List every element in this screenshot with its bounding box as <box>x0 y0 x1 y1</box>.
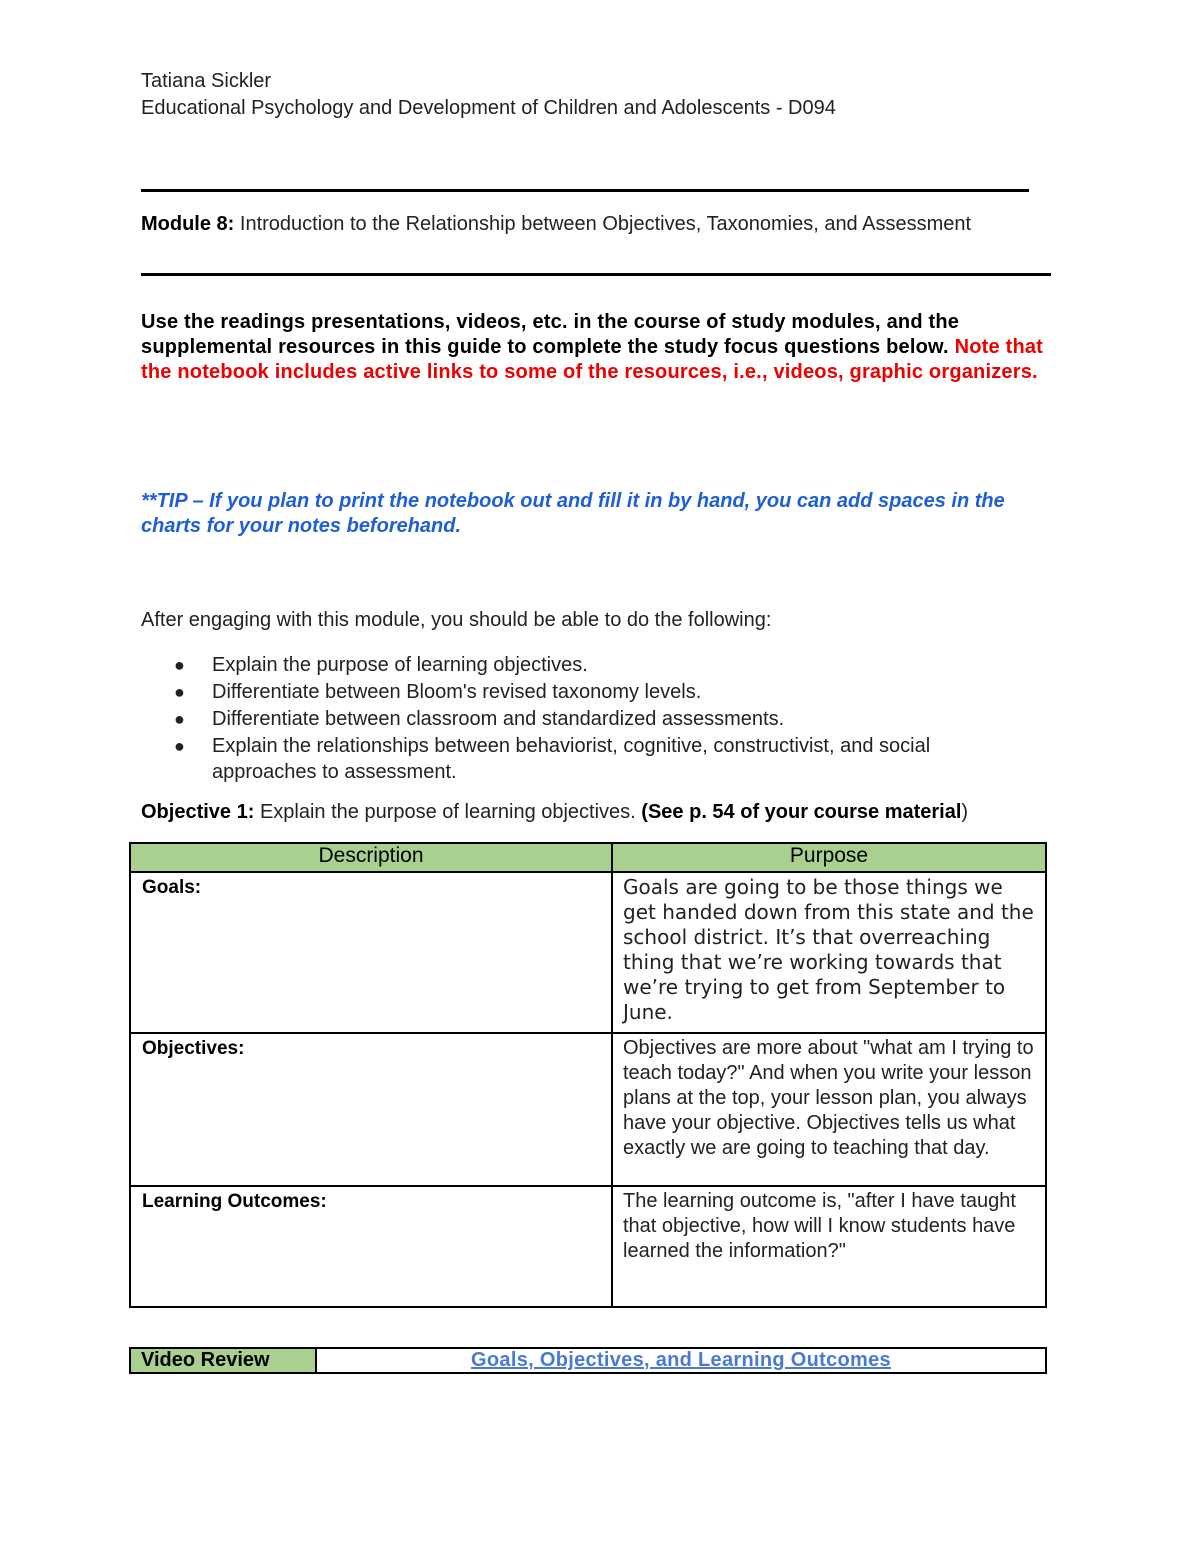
objective-1-heading <box>141 801 968 824</box>
video-link[interactable]: Goals, Objectives, and Learning Outcomes <box>471 1349 891 1371</box>
divider-bottom <box>141 273 1051 276</box>
video-review-label: Video Review <box>130 1348 316 1373</box>
module-title: Introduction to the Relationship between Objectives, Taxonomies, and Assessment <box>234 213 972 235</box>
instructions-note: Note that the notebook includes active links to some of the resources, i.e., videos, graphic organizers. <box>141 336 1044 383</box>
tip-text: **TIP – If you plan to print the notebook out and fill it in by hand, you can add spaces in the charts for your notes beforehand. <box>141 490 1005 537</box>
row-label-goals: Goals: <box>130 872 612 1033</box>
objective-1-ref: (See p. 54 of your course material <box>641 801 962 823</box>
bullet-icon: ● <box>174 709 185 729</box>
bullet-icon: ● <box>174 655 185 675</box>
objectives-table <box>129 842 1047 1308</box>
objective-1-label: Objective 1: <box>141 801 255 823</box>
divider-top <box>141 189 1029 192</box>
course-title: Educational Psychology and Development of Children and Adolescents - D094 <box>141 97 836 119</box>
intro-text: After engaging with this module, you should be able to do the following: <box>141 609 772 631</box>
objective-1-ref-close: ) <box>961 801 969 823</box>
instructions <box>141 310 1056 385</box>
row-label-learning-outcomes: Learning Outcomes: <box>130 1186 612 1307</box>
list-item <box>141 733 1021 785</box>
objective-text: Differentiate between Bloom's revised taxonomy levels. <box>212 681 702 703</box>
purpose-cell-learning-outcomes[interactable]: The learning outcome is, "after I have taught that objective, how will I know students have learned the information?" <box>612 1186 1046 1307</box>
objective-text: Explain the purpose of learning objectives. <box>212 654 588 676</box>
bullet-icon: ● <box>174 682 185 702</box>
purpose-cell-objectives[interactable]: Objectives are more about "what am I trying to teach today?" And when you write your lesson plans at the top, your lesson plan, you always have your objective. Objectives tells us what exactly we are going to teaching that day. <box>612 1033 1046 1186</box>
video-link-cell <box>316 1348 1046 1373</box>
objective-text: Explain the relationships between behaviorist, cognitive, constructivist, and social approaches to assessment. <box>212 735 931 783</box>
instructions-main: Use the readings presentations, videos, etc. in the course of study modules, and the supplemental resources in this guide to complete the study focus questions below. <box>141 311 960 358</box>
list-item <box>141 706 1021 732</box>
bullet-icon: ● <box>174 736 185 756</box>
column-header-description: Description <box>130 843 612 872</box>
purpose-cell-goals[interactable]: Goals are going to be those things we get handed down from this state and the school district. It’s that overreaching thing that we’re working towards that we’re trying to get from September to June. <box>612 872 1046 1033</box>
objective-1-text: Explain the purpose of learning objectives. <box>254 801 642 823</box>
module-heading <box>141 213 971 236</box>
column-header-purpose: Purpose <box>612 843 1046 872</box>
table-row <box>130 1348 1046 1373</box>
table-row <box>130 1033 1046 1186</box>
video-review-table <box>129 1347 1047 1374</box>
author-name: Tatiana Sickler <box>141 70 272 92</box>
list-item <box>141 679 1021 705</box>
document-header <box>141 68 1053 122</box>
table-row <box>130 1186 1046 1307</box>
list-item <box>141 652 1021 678</box>
objectives-list <box>141 652 1021 786</box>
objective-text: Differentiate between classroom and standardized assessments. <box>212 708 785 730</box>
module-label: Module 8: <box>141 213 235 235</box>
table-header-row <box>130 843 1046 872</box>
table-row <box>130 872 1046 1033</box>
row-label-objectives: Objectives: <box>130 1033 612 1186</box>
